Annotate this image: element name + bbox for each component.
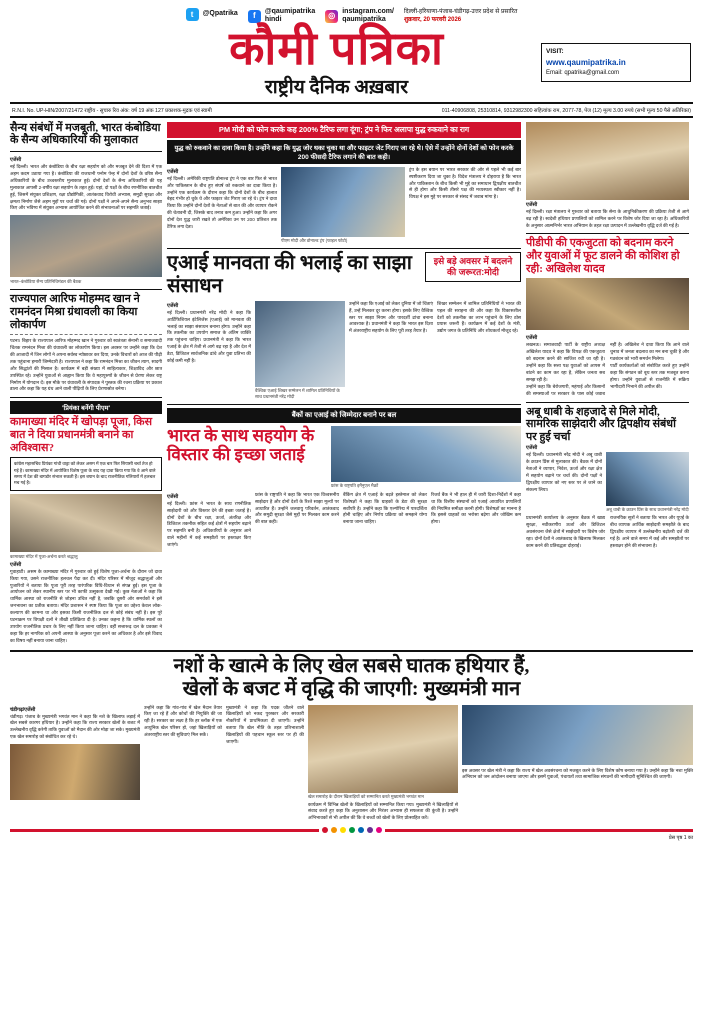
c2-banks-banner: बैंकों का एआई को जिम्मेदार बनाने पर बल: [167, 408, 521, 423]
bottom-story: [10, 705, 693, 823]
footer-credit-row: [10, 833, 693, 841]
c3-headline-3: अबू धाबी के शहजादे से मिले मोदी, सामरिक साझेदारी और द्विपक्षीय संबंधों पर हुई चर्चा: [526, 405, 676, 443]
c3-body-1: नई दिल्ली। रक्षा मंत्रालय ने गुरुवार को बताया कि सेना के आधुनिकीकरण की प्रक्रिया तेजी से आगे बढ़ रही है। स्वदेशी हथियार प्रणालियों को शामिल करने पर विशेष जोर दिया जा रहा है। अधिकारियों के अनुसार आत्मनिर्भर भारत अभियान के तहत रक्षा उत्पादन में उल्लेखनीय वृद्धि दर्ज की गई है।: [526, 208, 689, 228]
c2-france-col-2: [255, 492, 339, 549]
c2-ai-block: [167, 301, 521, 400]
c2-ai-text-mid: [349, 301, 433, 400]
bottom-body-b: उन्होंने कहा कि गांव-गांव में खेल मैदान तैयार किए जा रहे हैं और कोचों की नियुक्ति की जा रही है। सरकार का लक्ष्य है कि हर ब्लॉक में एक आधुनिक खेल परिसर हो, जहां खिलाड़ियों को अंतरराष्ट्रीय स्तर की सुविधाएं मिल सकें।: [144, 704, 222, 738]
c3-h3-text: [526, 452, 602, 513]
visit-label: VISIT:: [546, 47, 564, 55]
masthead-rule: [10, 102, 693, 104]
facebook-handle-line2: hindi: [264, 16, 282, 24]
c2-trump-block: [167, 167, 521, 244]
newspaper-title: कौमी पत्रिका: [229, 22, 444, 74]
bottom-photo-left: [10, 744, 140, 800]
footer-dot: [358, 827, 364, 833]
website-url[interactable]: www.qaumipatrika.in: [546, 57, 626, 67]
c3-h3-photo-wrap: [606, 452, 689, 513]
bottom-body-e: इस अवसर पर खेल मंत्री ने कहा कि राज्य में खेल अवसंरचना को मजबूत करने के लिए विशेष कोष बनाया गया है। उन्होंने कहा कि नशा मुक्ति अभियान को जन आंदोलन बनाया जाएगा और इसमें युवाओं, पंचायतों तथा सामाजिक संगठनों की भागीदारी सुनिश्चित की जाएगी।: [462, 767, 693, 780]
c3-byline-3: एजेंसी: [526, 445, 538, 452]
footer-line-right: [385, 829, 694, 832]
c2-photo-ai-summit: [255, 301, 345, 387]
c2-france-head-wrap: [167, 426, 327, 489]
bottom-body-c: मुख्यमंत्री ने कहा कि पदक जीतने वाले खिलाड़ियों को नकद पुरस्कार और सरकारी नौकरियों में प्राथमिकता दी जाएगी। उन्होंने बताया कि खेल नीति के तहत प्रतिभाशाली खिलाड़ियों की पहचान स्कूल स्तर पर ही की जाएगी।: [226, 704, 304, 745]
twitter-handle: @Qpatrika: [202, 10, 238, 18]
c2-banks-body-2: रिजर्व बैंक ने भी हाल ही में जारी दिशा-निर्देशों में कहा था कि वित्तीय संस्थानों को एआई आधारित प्रणालियों की नियमित समीक्षा करनी होगी। विशेषज्ञों का मानना है कि इससे ग्राहकों का भरोसा बढ़ेगा और जोखिम कम होगा।: [431, 491, 521, 525]
c3-byline-1: एजेंसी: [526, 201, 538, 208]
c3-body-3a: नई दिल्ली। प्रधानमंत्री नरेंद्र मोदी ने अबू धाबी के क्राउन प्रिंस से मुलाकात की। बैठक में दोनों नेताओं ने व्यापार, निवेश, ऊर्जा और रक्षा क्षेत्र में सहयोग बढ़ाने पर चर्चा की। दोनों पक्षों ने द्विपक्षीय व्यापार को नए स्तर पर ले जाने का संकल्प लिया।: [526, 452, 602, 492]
newspaper-subtitle: राष्ट्रीय दैनिक अख़बार: [265, 76, 408, 98]
c3-body-2b: उन्होंने कहा कि बेरोजगारी, महंगाई और किसानों की समस्याओं पर सरकार के पास कोई जवाब नहीं है। अखिलेश ने दावा किया कि आने वाले चुनाव में जनता बदलाव का मन बना चुकी है और गठबंधन को भारी समर्थन मिलेगा।: [526, 342, 689, 396]
c2-france-body-1: नई दिल्ली। फ्रांस ने भारत के साथ रणनीतिक साझेदारी को और विस्तार देने की इच्छा जताई है। दोनों देशों के बीच रक्षा, ऊर्जा, अंतरिक्ष और डिजिटल तकनीक सहित कई क्षेत्रों में सहयोग बढ़ाने पर सहमति बनी है। अधिकारियों के अनुसार आने वाले महीनों में कई समझौतों पर हस्ताक्षर किए जाएंगे।: [167, 500, 251, 548]
facebook-handle: @qaumipatrika: [264, 8, 316, 15]
c2-divider-2: [167, 404, 521, 405]
c2-ai-text-left: [167, 301, 251, 400]
c1-lead-body: नई दिल्ली। भारत और कंबोडिया के बीच रक्षा सहयोग को और मजबूत देने की दिशा में एक अहम कदम उठाया गया है। कंबोडिया की राजधानी फ्नोम पेन्ह में दोनों देशों के वरिष्ठ सैन्य अधिकारियों के बीच उच्चस्तरीय मुलाकात हुई। दोनों देशों के सैन्य अधिकारियों की यह मुलाकात आपसी 2-वर्षीय रक्षा सहयोग के तहत हुई। यहां, दो पक्षों के बीच रणनीतिक बातचीत हुई, जिसमें संयुक्त प्रशिक्षण, रक्षा प्रौद्योगिकी, आतंकवाद विरोधी अभ्यास, समुद्री सुरक्षा और क्षमता निर्माण जैसे अहम मुद्दों पर चर्चा की गई। दोनों पक्षों ने अपने-अपने सैन्य अनुभव साझा किए और भविष्य में संयुक्त अभ्यास आयोजित करने की संभावनाओं पर सहमति जताई।: [10, 164, 162, 211]
footer-credit: प्रेस पृष्ठ 1 का: [668, 835, 693, 842]
c2-france-byline: एजेंसी: [167, 493, 179, 500]
bottom-body-d: कार्यक्रम में विभिन्न खेलों के खिलाड़ियों को सम्मानित किया गया। मुख्यमंत्री ने खिलाड़ियों से संवाद करते हुए कहा कि अनुशासन और निरंतर अभ्यास ही सफलता की कुंजी है। उन्होंने अभिभावकों से भी अपील की कि वे बच्चों को खेलों के लिए प्रोत्साहित करें।: [308, 801, 458, 821]
c3-body-3c: राजनयिक सूत्रों ने बताया कि भारत और यूएई के बीच व्यापक आर्थिक साझेदारी समझौते के बाद द्विपक्षीय व्यापार में उल्लेखनीय बढ़ोतरी दर्ज की गई है। आने वाले समय में कई और समझौतों पर हस्ताक्षर होने की संभावना है।: [610, 515, 689, 548]
c2-ai-photo-caption: वैश्विक एआई शिखर सम्मेलन में शामिल प्रतिनिधियों के साथ प्रधानमंत्री नरेंद्र मोदी: [255, 387, 340, 399]
bottom-headline-line2: खेलों के बजट में वृद्धि की जाएगी: मुख्यमंत्री मान: [182, 677, 521, 700]
c3-divider-2: [526, 402, 689, 403]
c3-h3-photo-caption: अबू धाबी के क्राउन प्रिंस के साथ प्रधानमंत्री नरेंद्र मोदी: [606, 507, 689, 513]
c2-france-col-1: [167, 492, 251, 549]
c2-france-block: [167, 426, 521, 489]
column-right: [526, 122, 689, 645]
c2-ai-byline: एजेंसी: [167, 302, 179, 309]
c3-body-2a: लखनऊ। समाजवादी पार्टी के राष्ट्रीय अध्यक्ष अखिलेश यादव ने कहा कि विपक्ष की एकजुटता को बदनाम करने की साजिश रची जा रही है। उन्होंने कहा कि सत्ता पक्ष युवाओं को आपस में बांटने का काम कर रहा है, लेकिन जनता सब समझ रही है।: [526, 342, 605, 382]
c1-body-2: पटना। बिहार के राज्यपाल आरिफ मोहम्मद खान ने गुरुवार को स्वतंत्रता सेनानी व समाजवादी चिंतक रामनंदन मिश्रा की ग्रंथावली का लोकार्पण किया। इस अवसर पर उन्होंने कहा कि देश की आजादी में जिन लोगों ने अपना सर्वस्व न्योछावर कर दिया, उनके विचारों को आज की पीढ़ी तक पहुंचाना हमारी जिम्मेदारी है। राज्यपाल ने कहा कि रामनंदन मिश्रा का जीवन त्याग, सादगी और सिद्धांतों की मिसाल है। कार्यक्रम में बड़ी संख्या में साहित्यकार, शिक्षाविद और छात्र उपस्थित रहे। उन्होंने युवाओं से आह्वान किया कि वे महापुरुषों के जीवन से प्रेरणा लेकर राष्ट्र निर्माण में योगदान दें। इस मौके पर ग्रंथावली के संपादक ने पुस्तक की रचना प्रक्रिया पर प्रकाश डाला और कहा कि यह ग्रंथ आने वाली पीढ़ियों के लिए प्रेरणास्रोत बनेगा।: [10, 338, 162, 392]
bottom-divider: [10, 650, 693, 652]
c1-bottom-body: गुवाहाटी। असम के कामाख्या मंदिर में गुरुवार को हुई विशेष पूजा-अर्चना के दौरान जो दावा किया गया, उसने राजनीतिक हलचल पैदा कर दी। मंदिर परिसर में मौजूद श्रद्धालुओं और पुजारियों ने बताया कि पूजा पूरी तरह पारंपरिक विधि-विधान से संपन्न हुई। इस पूजा के आयोजन को लेकर स्थानीय स्तर पर भी काफी उत्सुकता देखी गई। कुछ नेताओं ने कहा कि धार्मिक आस्था को राजनीति से जोड़ना उचित नहीं है, जबकि दूसरी ओर समर्थकों ने इसे जनभावना का प्रतीक बताया। मंदिर प्रशासन ने स्पष्ट किया कि पूजा का उद्देश्य केवल लोक-कल्याण की कामना था और इसका किसी राजनीतिक दल से कोई संबंध नहीं है। इस पूरे घटनाक्रम पर विपक्षी दलों ने तीखी प्रतिक्रिया दी है। उनका कहना है कि धार्मिक स्थलों का उपयोग राजनीतिक प्रचार के लिए नहीं किया जाना चाहिए। वहीं सत्तारूढ़ दल के प्रवक्ता ने कहा कि हर नागरिक को अपनी आस्था के अनुसार पूजा करने का अधिकार है और इसे विवाद का विषय नहीं बनाया जाना चाहिए।: [10, 568, 162, 643]
c3-body-3-wrap: [526, 515, 689, 549]
c3-byline-2: एजेंसी: [526, 335, 538, 342]
bottom-headline-line1: नशों के खात्मे के लिए खेल सबसे घातक हथियार हैं,: [173, 654, 530, 677]
c3-photo-akhilesh: [526, 278, 689, 330]
c3-body-2-wrap: [526, 342, 689, 397]
publication-date: शुक्रवार, 20 फरवरी 2026: [403, 17, 462, 24]
footer-dot: [349, 827, 355, 833]
main-columns: [10, 122, 693, 645]
c2-trump-text-left: [167, 167, 277, 244]
c2-france-photo-caption: फ्रांस के राष्ट्रपति इमैनुएल मैक्रों: [331, 482, 379, 488]
email-address[interactable]: qpatrika@gmail.com: [564, 69, 620, 76]
c2-divider-1: [167, 248, 521, 249]
bottom-col-b: [144, 705, 222, 823]
email-label: Email:: [546, 69, 563, 76]
c3-body-2c: पार्टी कार्यकर्ताओं को संबोधित करते हुए उन्होंने कहा कि संगठन को बूथ स्तर तक मजबूत करना होगा। उन्होंने युवाओं से राजनीति में सक्रिय भागीदारी निभाने की अपील की।: [610, 363, 689, 389]
footer-dot: [340, 827, 346, 833]
c2-byline: एजेंसी: [167, 168, 179, 175]
bottom-byline: चंडीगढ़/एजेंसी: [10, 706, 36, 713]
c1-photo-caption: भारत–कंबोडिया सैन्य प्रतिनिधिमंडल की बैठक: [10, 279, 82, 285]
c3-body-3b: प्रधानमंत्री कार्यालय के अनुसार बैठक में खाद्य सुरक्षा, नवीकरणीय ऊर्जा और डिजिटल अवसंरचना जैसे क्षेत्रों में साझेदारी पर विशेष जोर रहा। दोनों देशों ने आतंकवाद के खिलाफ मिलकर काम करने की प्रतिबद्धता दोहराई।: [526, 515, 605, 548]
c2-trump-photo-wrap: [281, 167, 405, 244]
c2-photo-modi-trump: [281, 167, 405, 237]
c1-divider-3: [10, 397, 162, 398]
social-twitter[interactable]: [186, 8, 238, 21]
rnl-left: R.N.I. No. UP-HIN/2007/21472 राष्ट्रीय - सुचारु रिव अंक: वर्ष 19 अंक 127 प्रकाशक-मुद्रक एवं स्वामी: [12, 107, 212, 114]
footer-dot: [331, 827, 337, 833]
c1-photo-military: [10, 215, 162, 277]
bottom-photo-caption: खेल समारोह के दौरान खिलाड़ियों को सम्मानित करते मुख्यमंत्री भगवंत मान: [308, 793, 424, 799]
masthead-center: [132, 22, 541, 99]
bottom-photo-wrap: [308, 705, 458, 823]
bottom-col-e: [462, 705, 693, 823]
c1-headline-2: राज्यपाल आरिफ मोहम्मद खान ने रामनंदन मिश्रा ग्रंथावली का किया लोकार्पण: [10, 293, 140, 331]
c2-ai-sidebox: इसे बड़े अवसर में बदलने की जरूरत:मोदी: [425, 252, 521, 283]
c1-bottom-byline: एजेंसी: [10, 561, 22, 568]
bottom-photo-main: [308, 705, 458, 793]
rnl-bar: [10, 106, 693, 118]
c2-ai-head-row: [167, 252, 521, 298]
social-facebook[interactable]: [248, 8, 315, 24]
column-left: [10, 122, 162, 645]
footer-dot: [376, 827, 382, 833]
contact-box: [541, 43, 691, 82]
c1-photo-temple: [10, 494, 162, 552]
c1-divider-1: [10, 151, 162, 152]
c2-trump-text-right: [409, 167, 521, 244]
footer-dot: [367, 827, 373, 833]
instagram-url: instagram.com/: [342, 8, 394, 15]
social-instagram[interactable]: [325, 8, 394, 24]
c3-photo-abudhabi: [606, 452, 689, 506]
footer-line-left: [10, 829, 319, 832]
c2-france-body-2: फ्रांस के राष्ट्रपति ने कहा कि भारत एक विश्वसनीय साझेदार है और दोनों देशों के रिश्ते साझा मूल्यों पर आधारित हैं। उन्होंने जलवायु परिवर्तन, आतंकवाद और समुद्री सुरक्षा जैसे मुद्दों पर मिलकर काम करने की बात कही।: [255, 491, 339, 525]
c2-ai-text-right: [437, 301, 521, 400]
c2-body-1: नई दिल्ली। अमेरिकी राष्ट्रपति डोनाल्ड ट्रंप ने एक बार फिर से भारत और पाकिस्तान के बीच हुए संघर्ष को रुकवाने का दावा किया है। उन्होंने एक कार्यक्रम के दौरान कहा कि दोनों देशों के बीच हालात बेहद गंभीर हो चुके थे और फाइटर जेट गिराए जा रहे थे। ट्रंप ने दावा किया कि उन्होंने दोनों देशों के नेताओं से बात की और व्यापार रोकने की चेतावनी दी, जिसके बाद तनाव कम हुआ। उन्होंने कहा कि अगर दोनों देश युद्ध जारी रखते तो अमेरिका उन पर 200 प्रतिशत तक टैरिफ लगा देता।: [167, 175, 277, 230]
c2-photo-macron: [331, 426, 521, 482]
c1-headline-3: कामाख्या मंदिर में खोपड़ा पूजा, किस बात ने दिया प्रधानमंत्री बनाने का अविश्वास?: [10, 416, 153, 454]
instagram-icon: ◎: [325, 10, 338, 23]
c2-france-col-4: [431, 492, 521, 549]
footer-dots-group: [322, 827, 382, 833]
c1-lead-headline: सैन्य संबंधों में मजबूती, भारत कंबोडिया के सैन्य अधिकारियों की मुलाकात: [10, 121, 161, 147]
c2-top-banner: PM मोदी को फोन करके कह 200% टैरिफ लगा दूंगा; ट्रंप ने फिर अलापा युद्ध रुकवाने का राग: [167, 122, 521, 138]
bottom-photo-right: [462, 705, 693, 765]
c2-body-2: ट्रंप के इस बयान पर भारत सरकार की ओर से पहले भी कई बार स्पष्टीकरण दिया जा चुका है। विदेश मंत्रालय ने दोहराया है कि भारत और पाकिस्तान के बीच किसी भी मुद्दे का समाधान द्विपक्षीय बातचीत से ही होगा और किसी तीसरे पक्ष की मध्यस्थता स्वीकार नहीं है। विपक्ष ने इस मुद्दे पर सरकार से संसद में जवाब मांगा है।: [409, 166, 521, 200]
c2-ai-body-3: शिखर सम्मेलन में शामिल प्रतिनिधियों ने भारत की पहल की सराहना की और कहा कि विकासशील देशों को तकनीक का लाभ पहुंचाने के लिए ठोस प्रयास जरूरी हैं। कार्यक्रम में कई देशों के मंत्री, उद्योग जगत के प्रतिनिधि और शोधकर्ता मौजूद रहे।: [437, 300, 521, 334]
c3-photo-top: [526, 122, 689, 200]
c1-divider-2: [10, 289, 162, 290]
c1-dash-1: [10, 334, 162, 335]
instagram-handle: qaumipatrika: [342, 16, 386, 24]
c2-photo-caption-1: पीएम मोदी और डोनाल्ड ट्रंप (फाइल फोटो): [281, 237, 348, 243]
c1-photo2-caption: कामाख्या मंदिर में पूजा-अर्चना करते श्रद्धालु: [10, 553, 78, 559]
c1-lead-byline: एजेंसी: [10, 157, 22, 164]
c2-ai-body-1: नई दिल्ली। प्रधानमंत्री नरेंद्र मोदी ने कहा कि आर्टिफिशियल इंटेलिजेंस (एआई) को मानवता की भलाई का साझा संसाधन बनाना होगा। उन्होंने कहा कि तकनीक का उपयोग समाज के अंतिम व्यक्ति तक पहुंचना चाहिए। प्रधानमंत्री ने कहा कि भारत एआई के क्षेत्र में तेजी से आगे बढ़ रहा है और देश में डेटा, डिजिटल सार्वजनिक ढांचे और युवा प्रतिभा की कोई कमी नहीं है।: [167, 309, 251, 364]
c2-ai-headline: एआई मानवता की भलाई का साझा संसाधन: [167, 251, 412, 297]
edition-list: दिल्ली-हरियाणा-पंजाब-चंडीगढ़-उत्तर प्रदेश से प्रसारित: [403, 9, 518, 15]
c2-ai-body-2: उन्होंने कहा कि एआई को लेकर दुनिया में जो चिंताएं हैं, उन्हें मिलकर दूर करना होगा। इसके लिए वैश्विक स्तर पर साझा नियम और पारदर्शी ढांचा बनाना आवश्यक है। प्रधानमंत्री ने कहा कि भारत इस दिशा में अंतरराष्ट्रीय सहयोग के लिए पूरी तरह तैयार है।: [349, 300, 433, 334]
email-line: [546, 69, 686, 78]
c2-banks-body-1: बैंकिंग क्षेत्र में एआई के बढ़ते इस्तेमाल को लेकर विशेषज्ञों ने कहा कि ग्राहकों के डेटा की सुरक्षा सर्वोपरि है। उन्होंने कहा कि एल्गोरिद्म में पारदर्शिता होनी चाहिए और निर्णय प्रक्रिया को समझने योग्य बनाया जाना चाहिए।: [343, 491, 427, 525]
c1-kicker: 'प्रियंका बनेंगी पीएम': [10, 401, 162, 414]
rnl-right: 011-40906808, 25310814, 9312982300 सहित्यांक राम, 2077-78, पेज (12) मूल्य 3.00 रुपये (सभी मूल्य 50 पैसे अतिरिक्त): [441, 107, 691, 114]
c2-france-headline-text: भारत के साथ सहयोग के विस्तार की इच्छा जताई: [167, 425, 315, 465]
bottom-col-c: [226, 705, 304, 823]
twitter-icon: t: [186, 8, 199, 21]
c2-france-photo-wrap: [331, 426, 521, 489]
c2-france-col-3: [343, 492, 427, 549]
column-center: [167, 122, 521, 645]
footer-dot: [322, 827, 328, 833]
facebook-icon: f: [248, 10, 261, 23]
bottom-col-a: [10, 705, 140, 823]
c1-note-box: कांग्रेस महासचिव प्रियंका गांधी वाड्रा को लेकर असम में एक बार फिर सियासी चर्चा तेज हो गई है। कामाख्या मंदिर में आयोजित विशेष पूजा के बाद यह दावा किया गया कि वे आने वाले समय में देश की बागडोर संभाल सकती हैं। इस बयान के बाद राजनीतिक गलियारों में हलचल मच गई है।: [10, 457, 162, 491]
bottom-body-a: चंडीगढ़। पंजाब के मुख्यमंत्री भगवंत मान ने कहा कि नशे के खिलाफ लड़ाई में खेल सबसे कारगर हथियार है। उन्होंने कहा कि राज्य सरकार खेलों के बजट में उल्लेखनीय वृद्धि करेगी ताकि युवाओं को मैदान की ओर मोड़ा जा सके। मुख्यमंत्री एक खेल समारोह को संबोधित कर रहे थे।: [10, 713, 140, 740]
c3-divider-1: [526, 233, 689, 234]
c2-france-headline: [167, 426, 327, 465]
c3-headline-2: पीडीपी की एकजुटता को बदनाम करने और युवाओं में फूट डालने की कोशिश हो रही: अखिलेश यादव: [526, 237, 680, 275]
masthead: [10, 22, 693, 99]
c2-ai-photo-wrap: [255, 301, 345, 400]
c2-sub-banner: युद्ध को रुकवाने का दावा किया है। उन्होंने कहा कि युद्ध जोर थका चुका था और फाइटर जेट गिराए जा रहे थे। ऐसे में उन्होंने दोनों देशों को फोन करके 200 फीसदी टैरिफ लगाने की बात कही।: [167, 140, 521, 164]
c2-france-text-row: [167, 492, 521, 549]
c3-h3-row: [526, 452, 689, 513]
